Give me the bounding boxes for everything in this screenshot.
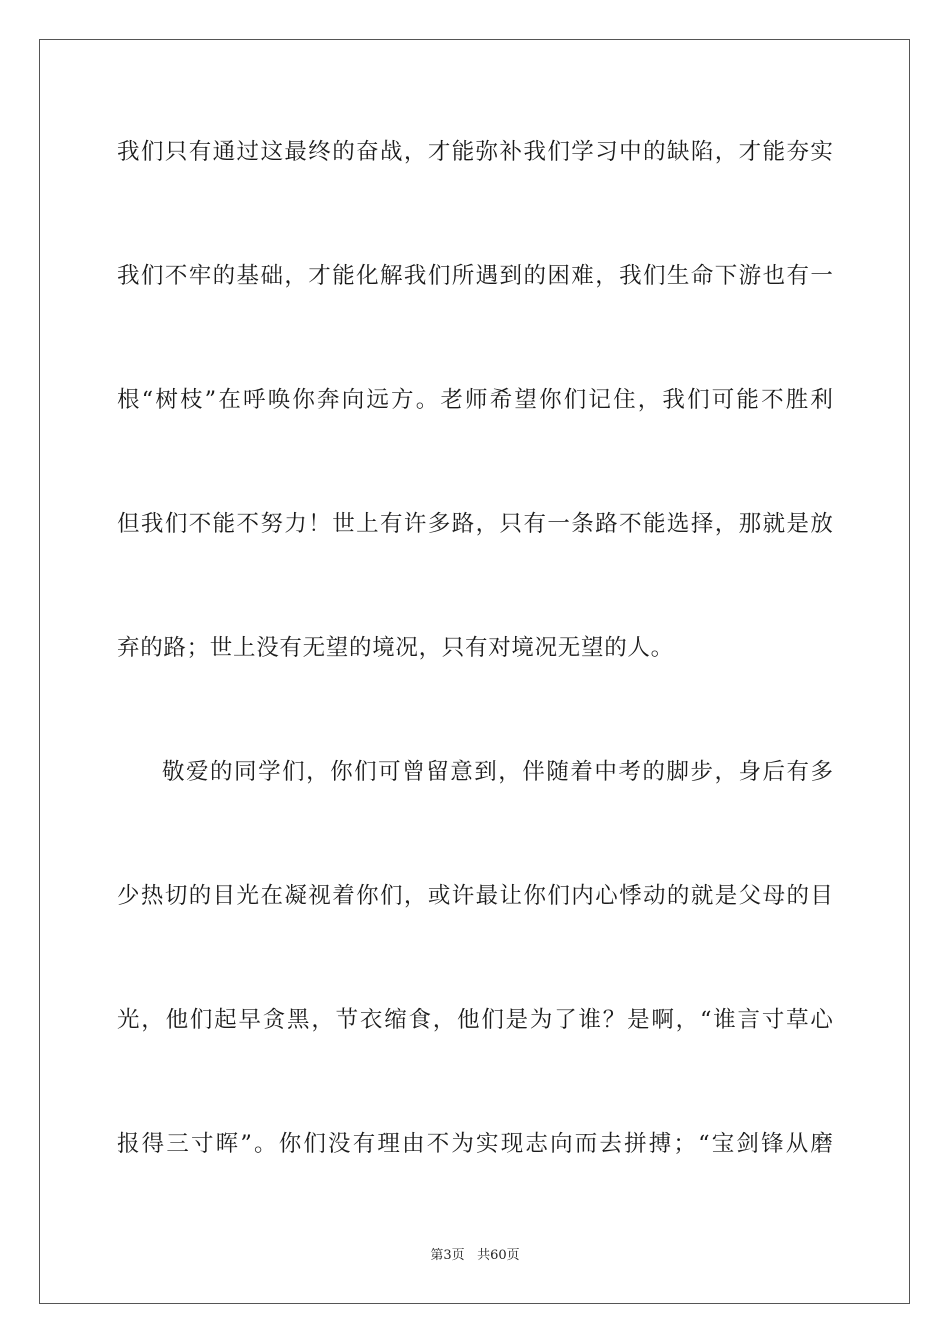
text-line-9: 报得三寸晖”。你们没有理由不为实现志向而去拼搏；“宝剑锋从磨 [117, 1131, 836, 1157]
text-line-8: 光，他们起早贪黑，节衣缩食，他们是为了谁？是啊，“谁言寸草心 [117, 1007, 835, 1033]
text-line-6: 敬爱的同学们，你们可曾留意到，伴随着中考的脚步，身后有多 [162, 759, 835, 785]
text-line-2: 我们不牢的基础，才能化解我们所遇到的困难，我们生命下游也有一 [117, 263, 835, 289]
page-frame [39, 39, 910, 1304]
text-line-7: 少热切的目光在凝视着你们，或许最让你们内心悸动的就是父母的目 [117, 883, 835, 909]
page-number: 第3页 [430, 1248, 465, 1263]
text-line-4: 但我们不能不努力！世上有许多路，只有一条路不能选择，那就是放 [117, 511, 835, 537]
text-line-1: 我们只有通过这最终的奋战，才能弥补我们学习中的缺陷，才能夯实 [117, 139, 835, 165]
page-total: 共60页 [477, 1248, 520, 1263]
page-footer [0, 1247, 950, 1265]
text-line-3: 根“树枝”在呼唤你奔向远方。老师希望你们记住，我们可能不胜利 [117, 387, 836, 413]
text-line-5: 弃的路；世上没有无望的境况，只有对境况无望的人。 [117, 635, 674, 661]
